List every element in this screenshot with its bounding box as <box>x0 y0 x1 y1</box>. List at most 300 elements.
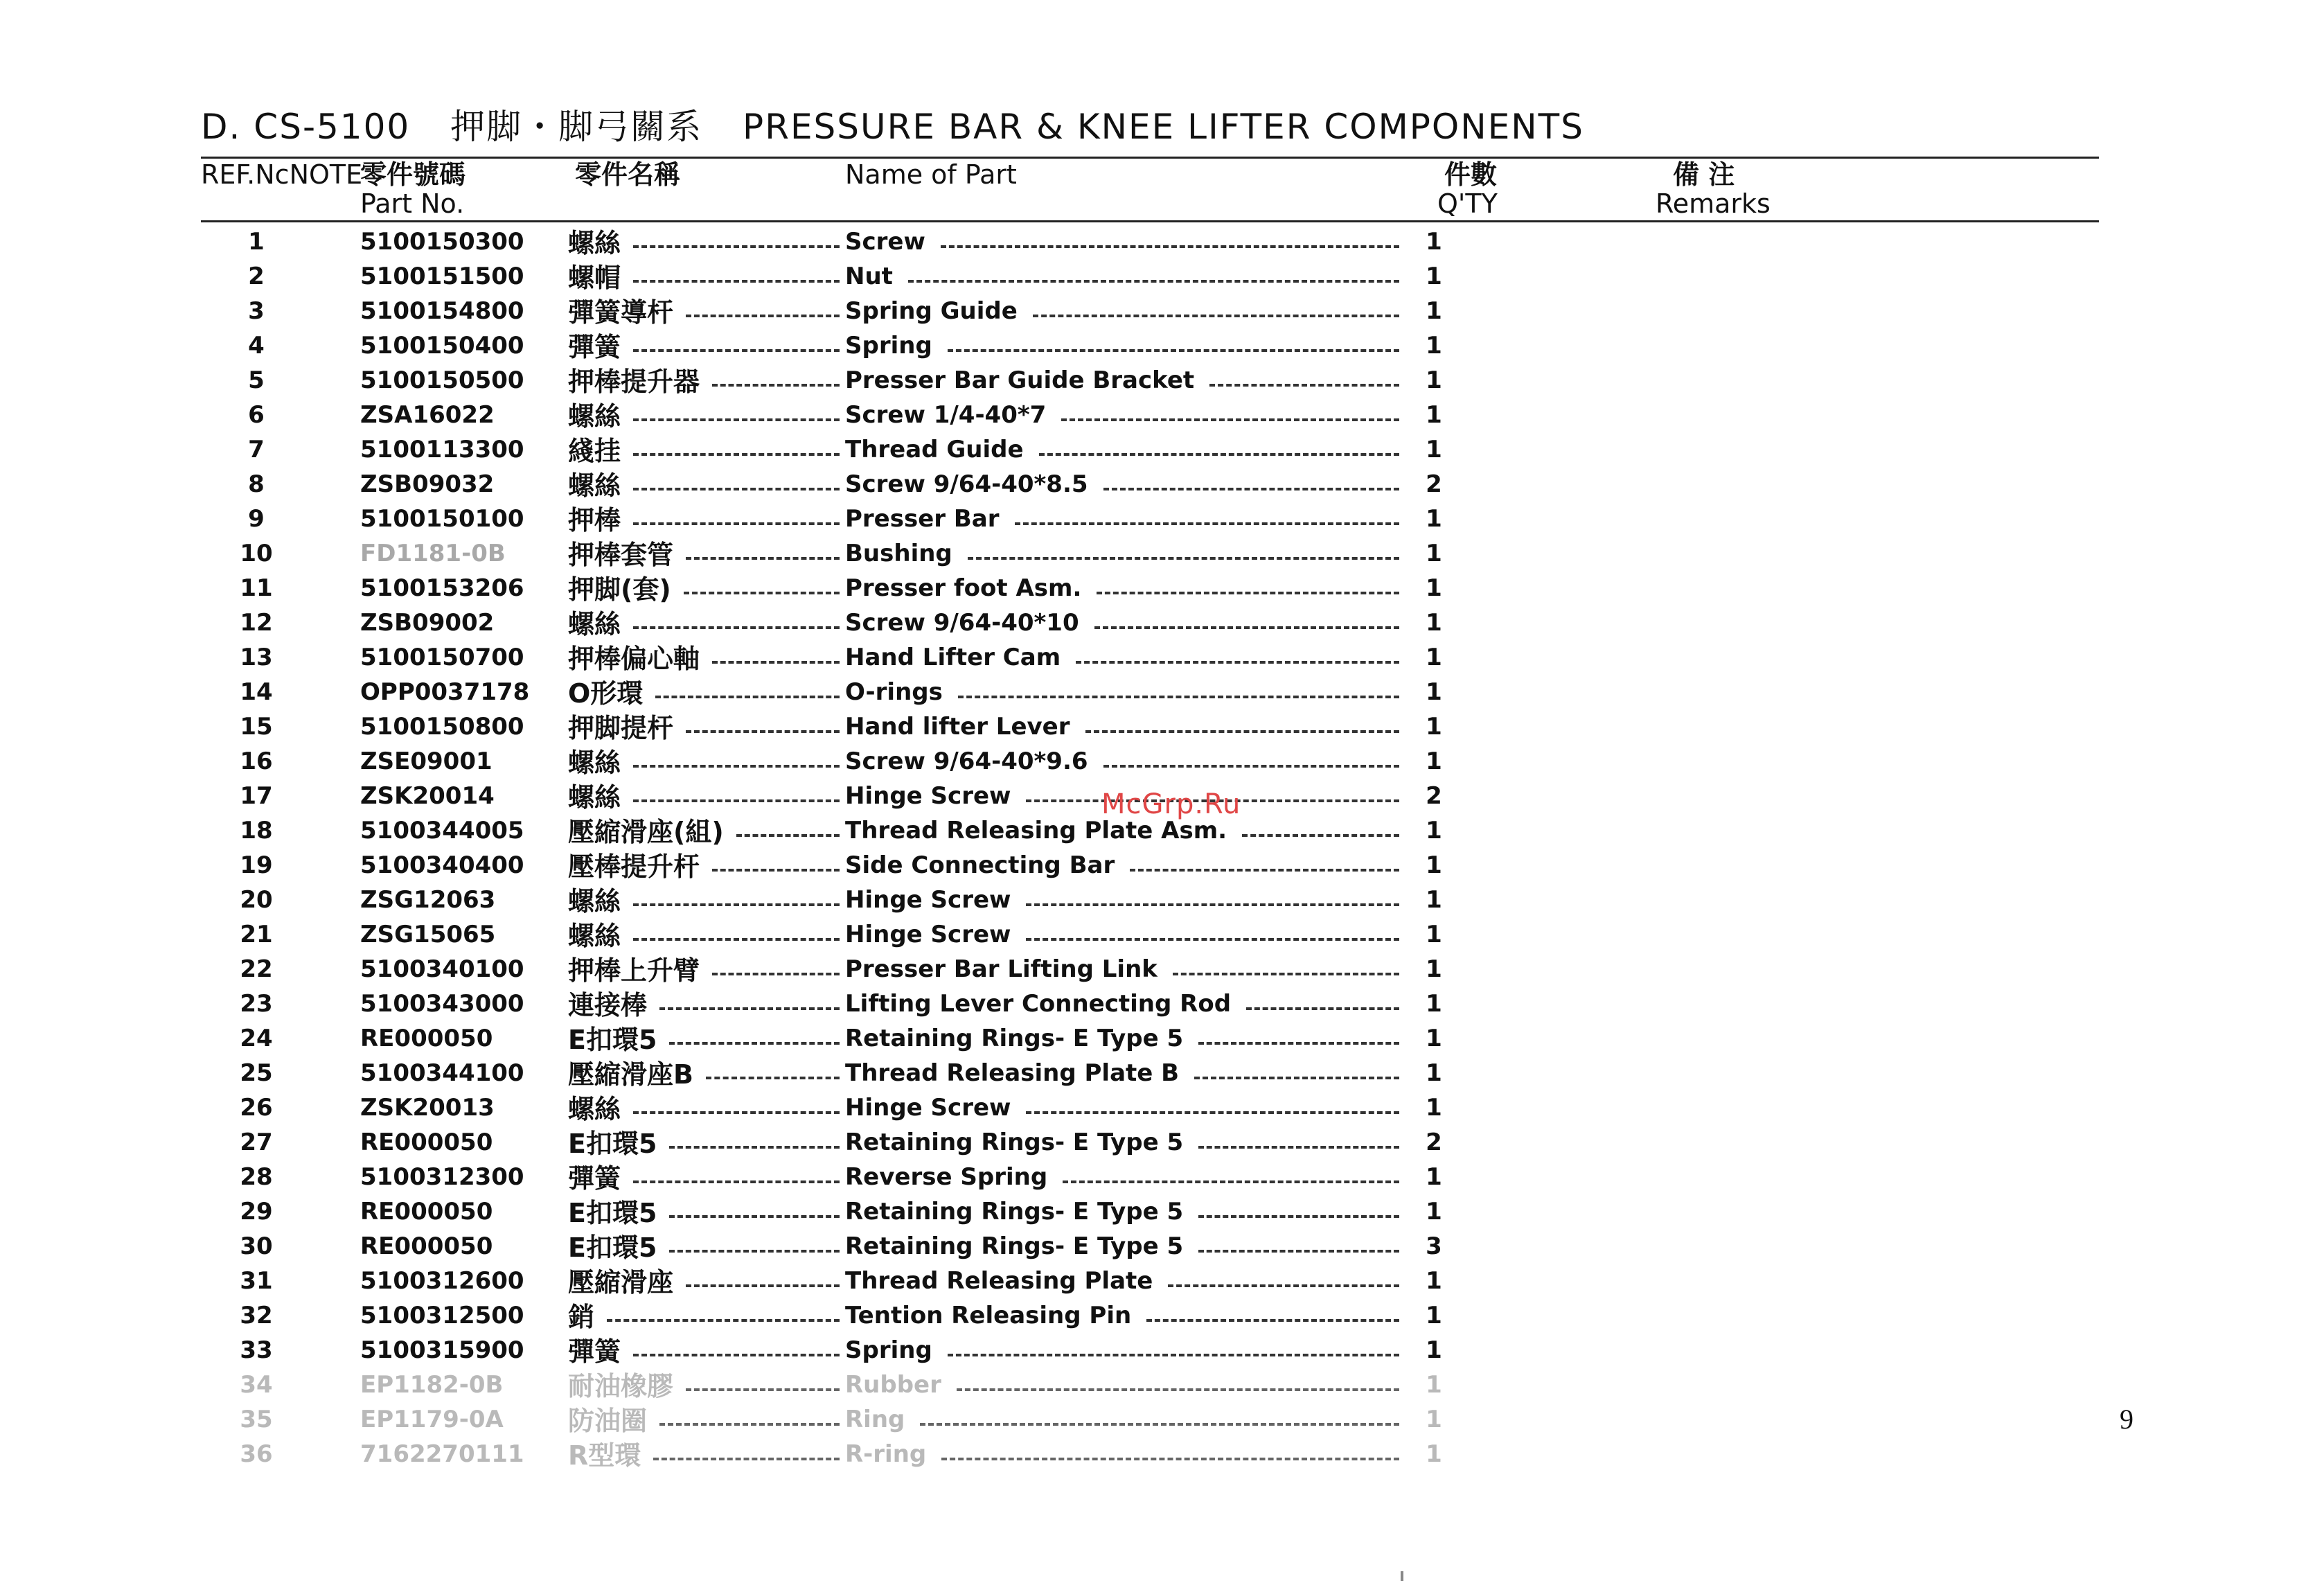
part-name-en: Presser Bar Guide Bracket <box>845 366 1195 394</box>
part-number: 5100344005 <box>360 817 524 844</box>
page-number: 9 <box>2120 1404 2134 1435</box>
quantity: 1 <box>1426 263 1442 290</box>
table-row <box>0 750 2324 784</box>
part-name-en: Spring <box>845 1336 932 1364</box>
part-number: 5100154800 <box>360 297 524 325</box>
leader-dashes <box>655 696 840 698</box>
table-row <box>0 1373 2324 1408</box>
leader-dashes <box>669 1250 840 1253</box>
part-name-zh: 螺絲 <box>568 782 621 813</box>
ref-number: 30 <box>240 1232 273 1260</box>
leader-dashes <box>686 1284 840 1287</box>
part-name-zh: R型環 <box>568 1440 641 1471</box>
table-row <box>0 611 2324 646</box>
leader-dashes <box>1242 834 1399 837</box>
part-number: 5100151500 <box>360 263 524 290</box>
table-row <box>0 265 2324 299</box>
part-number: RE000050 <box>360 1129 493 1156</box>
leader-dashes <box>948 349 1399 352</box>
ref-number: 3 <box>248 297 265 325</box>
part-number: 5100153206 <box>360 574 524 602</box>
quantity: 1 <box>1426 505 1442 533</box>
part-name-en: Hand Lifter Cam <box>845 644 1061 671</box>
part-name-zh: 壓縮滑座(組) <box>568 817 724 847</box>
part-name-en: Ring <box>845 1406 905 1433</box>
ref-number: 2 <box>248 263 265 290</box>
ref-number: 33 <box>240 1336 273 1364</box>
ref-number: 8 <box>248 470 265 498</box>
leader-dashes <box>1085 730 1399 733</box>
table-row <box>0 299 2324 334</box>
quantity: 1 <box>1426 990 1442 1018</box>
leader-dashes <box>633 938 840 941</box>
part-number: ZSB09032 <box>360 470 495 498</box>
leader-dashes <box>1026 938 1399 941</box>
part-name-zh: 彈簧 <box>568 332 621 362</box>
ref-number: 14 <box>240 678 273 706</box>
quantity: 1 <box>1426 1302 1442 1329</box>
header-remarks: Remarks <box>1656 188 1771 219</box>
table-row <box>0 230 2324 265</box>
part-number: ZSK20014 <box>360 782 495 810</box>
part-name-en: Presser foot Asm. <box>845 574 1082 602</box>
part-name-zh: 壓棒提升杆 <box>568 851 700 882</box>
table-row <box>0 1304 2324 1338</box>
table-row <box>0 542 2324 576</box>
leader-dashes <box>633 280 840 283</box>
part-name-en: Presser Bar Lifting Link <box>845 955 1157 983</box>
leader-dashes <box>1173 973 1399 975</box>
leader-dashes <box>1076 661 1399 664</box>
table-row <box>0 438 2324 472</box>
part-name-en: Rubber <box>845 1371 941 1399</box>
leader-dashes <box>908 280 1399 283</box>
part-name-zh: 彈簧 <box>568 1336 621 1367</box>
leader-dashes <box>1063 1180 1399 1183</box>
part-name-en: Hinge Screw <box>845 1094 1011 1122</box>
table-row <box>0 851 2324 888</box>
leader-dashes <box>686 1388 840 1391</box>
part-name-en: Hinge Screw <box>845 886 1011 914</box>
title-english: PRESSURE BAR & KNEE LIFTER COMPONENTS <box>743 107 1584 147</box>
table-row <box>0 819 2324 854</box>
leader-dashes <box>1026 903 1399 906</box>
leader-dashes <box>1026 1111 1399 1114</box>
ref-number: 23 <box>240 990 273 1018</box>
header-part-no: Part No. <box>360 188 465 219</box>
table-row <box>0 1269 2324 1304</box>
part-name-en: Retaining Rings- E Type 5 <box>845 1025 1184 1052</box>
part-number: 5100343000 <box>360 990 524 1018</box>
ref-number: 24 <box>240 1025 273 1052</box>
part-name-en: Hand lifter Lever <box>845 713 1070 741</box>
quantity: 1 <box>1426 817 1442 844</box>
leader-dashes <box>1097 592 1399 594</box>
ref-number: 1 <box>248 228 265 256</box>
part-name-zh: 押棒提升器 <box>568 366 700 397</box>
part-name-zh: 壓縮滑座B <box>568 1059 693 1090</box>
ref-number: 13 <box>240 644 273 671</box>
part-name-zh: 壓縮滑座 <box>568 1267 674 1298</box>
quantity: 1 <box>1426 1371 1442 1399</box>
part-name-en: Screw 9/64-40*9.6 <box>845 748 1088 775</box>
table-row <box>0 403 2324 438</box>
leader-dashes <box>1198 1250 1399 1253</box>
quantity: 1 <box>1426 1025 1442 1052</box>
part-number: RE000050 <box>360 1232 493 1260</box>
leader-dashes <box>633 245 840 248</box>
title-chinese: 押脚・脚弓關系 <box>450 107 703 147</box>
leader-dashes <box>659 1007 840 1010</box>
leader-dashes <box>706 1077 840 1079</box>
part-number: EP1179-0A <box>360 1406 504 1433</box>
leader-dashes <box>1130 869 1399 872</box>
part-name-en: Hinge Screw <box>845 782 1011 810</box>
part-number: 5100150700 <box>360 644 524 671</box>
part-name-zh: 螺絲 <box>568 401 621 432</box>
leader-dashes <box>1039 453 1399 456</box>
part-number: 5100315900 <box>360 1336 524 1364</box>
table-row <box>0 576 2324 611</box>
part-number: 5100150100 <box>360 505 524 533</box>
leader-dashes <box>686 315 840 317</box>
table-row <box>0 646 2324 680</box>
table-row <box>0 366 2324 403</box>
leader-dashes <box>1209 384 1399 387</box>
quantity: 1 <box>1426 574 1442 602</box>
leader-dashes <box>686 730 840 733</box>
part-name-zh: 押棒偏心軸 <box>568 644 700 674</box>
header-ref: REF.NcNOTE <box>201 159 363 190</box>
quantity: 3 <box>1426 1232 1442 1260</box>
quantity: 1 <box>1426 1059 1442 1087</box>
table-row <box>0 888 2324 923</box>
quantity: 2 <box>1426 1129 1442 1156</box>
leader-dashes <box>712 661 840 664</box>
table-row <box>0 680 2324 715</box>
leader-dashes <box>659 1423 840 1426</box>
ref-number: 4 <box>248 332 265 360</box>
part-name-en: Spring <box>845 332 932 360</box>
part-name-zh: 螺絲 <box>568 470 621 501</box>
table-row <box>0 507 2324 542</box>
part-number: 5100340100 <box>360 955 524 983</box>
part-name-zh: 螺帽 <box>568 263 621 293</box>
part-number: 5100150400 <box>360 332 524 360</box>
leader-dashes <box>633 453 840 456</box>
part-number: 5100113300 <box>360 436 524 463</box>
quantity: 1 <box>1426 366 1442 394</box>
part-number: ZSA16022 <box>360 401 495 429</box>
leader-dashes <box>633 626 840 629</box>
part-name-zh: 押棒上升臂 <box>568 955 700 986</box>
part-name-en: Spring Guide <box>845 297 1018 325</box>
part-name-en: Tention Releasing Pin <box>845 1302 1132 1329</box>
part-name-en: Side Connecting Bar <box>845 851 1115 879</box>
table-row <box>0 1131 2324 1165</box>
leader-dashes <box>1033 315 1399 317</box>
quantity: 1 <box>1426 921 1442 948</box>
leader-dashes <box>686 557 840 560</box>
leader-dashes <box>633 765 840 768</box>
table-row <box>0 1165 2324 1200</box>
part-name-en: Screw 1/4-40*7 <box>845 401 1047 429</box>
part-number: 5100312600 <box>360 1267 524 1295</box>
part-name-zh: 防油圈 <box>568 1406 648 1436</box>
part-number: 5100340400 <box>360 851 524 879</box>
quantity: 1 <box>1426 540 1442 567</box>
ref-number: 7 <box>248 436 265 463</box>
quantity: 1 <box>1426 1406 1442 1433</box>
title-code: D. CS-5100 <box>201 107 411 147</box>
leader-dashes <box>669 1215 840 1218</box>
part-name-en: Reverse Spring <box>845 1163 1048 1191</box>
leader-dashes <box>684 592 840 594</box>
table-row <box>0 1232 2324 1269</box>
leader-dashes <box>1246 1007 1399 1010</box>
part-name-en: Hinge Screw <box>845 921 1011 948</box>
part-number: ZSK20013 <box>360 1094 495 1122</box>
quantity: 2 <box>1426 782 1442 810</box>
table-row <box>0 1408 2324 1442</box>
leader-dashes <box>607 1319 840 1322</box>
table-row <box>0 1061 2324 1096</box>
part-name-en: Lifting Lever Connecting Rod <box>845 990 1232 1018</box>
part-name-en: Thread Releasing Plate B <box>845 1059 1180 1087</box>
header-rule <box>201 220 2099 222</box>
table-row <box>0 957 2324 992</box>
leader-dashes <box>1198 1042 1399 1045</box>
leader-dashes <box>1015 522 1399 525</box>
ref-number: 12 <box>240 609 273 637</box>
quantity: 1 <box>1426 401 1442 429</box>
part-name-en: O-rings <box>845 678 943 706</box>
ref-number: 22 <box>240 955 273 983</box>
quantity: 1 <box>1426 886 1442 914</box>
part-number: ZSG12063 <box>360 886 496 914</box>
part-name-zh: 押棒套管 <box>568 540 674 570</box>
quantity: 1 <box>1426 1163 1442 1191</box>
leader-dashes <box>633 1354 840 1356</box>
ref-number: 28 <box>240 1163 273 1191</box>
ref-number: 10 <box>240 540 273 567</box>
leader-dashes <box>1146 1319 1399 1322</box>
leader-dashes <box>712 869 840 872</box>
part-number: RE000050 <box>360 1025 493 1052</box>
leader-dashes <box>1061 418 1399 421</box>
part-number: 5100312300 <box>360 1163 524 1191</box>
part-number: 5100312500 <box>360 1302 524 1329</box>
table-row <box>0 1096 2324 1131</box>
part-name-zh: 螺絲 <box>568 886 621 917</box>
quantity: 1 <box>1426 1198 1442 1226</box>
table-row <box>0 715 2324 750</box>
part-name-en: R-ring <box>845 1440 927 1468</box>
part-number: OPP0037178 <box>360 678 530 706</box>
ref-number: 6 <box>248 401 265 429</box>
part-number: 7162270111 <box>360 1440 524 1468</box>
header-qty-zh: 件數 <box>1444 159 1498 190</box>
ref-number: 20 <box>240 886 273 914</box>
part-name-en: Screw <box>845 228 925 256</box>
leader-dashes <box>1103 765 1399 768</box>
scan-mark <box>1401 1571 1403 1581</box>
part-name-zh: 螺絲 <box>568 748 621 778</box>
ref-number: 11 <box>240 574 273 602</box>
table-row <box>0 334 2324 369</box>
part-name-zh: 連接棒 <box>568 990 648 1020</box>
part-name-zh: 耐油橡膠 <box>568 1371 674 1401</box>
leader-dashes <box>633 349 840 352</box>
leader-dashes <box>968 557 1399 560</box>
part-number: RE000050 <box>360 1198 493 1226</box>
quantity: 1 <box>1426 713 1442 741</box>
ref-number: 32 <box>240 1302 273 1329</box>
part-name-zh: E扣環5 <box>568 1025 657 1055</box>
quantity: 1 <box>1426 609 1442 637</box>
quantity: 1 <box>1426 297 1442 325</box>
leader-dashes <box>1198 1215 1399 1218</box>
part-number: 5100150300 <box>360 228 524 256</box>
quantity: 1 <box>1426 228 1442 256</box>
ref-number: 15 <box>240 713 273 741</box>
part-name-en: Screw 9/64-40*8.5 <box>845 470 1088 498</box>
leader-dashes <box>958 696 1399 698</box>
ref-number: 5 <box>248 366 265 394</box>
header-remarks-zh: 備 注 <box>1673 159 1735 190</box>
part-name-zh: E扣環5 <box>568 1129 657 1159</box>
leader-dashes <box>712 973 840 975</box>
quantity: 1 <box>1426 1440 1442 1468</box>
ref-number: 9 <box>248 505 265 533</box>
table-row <box>0 1338 2324 1373</box>
part-name-zh: 彈簧 <box>568 1163 621 1194</box>
leader-dashes <box>633 1180 840 1183</box>
table-row <box>0 1200 2324 1235</box>
title-rule <box>201 157 2099 159</box>
quantity: 1 <box>1426 644 1442 671</box>
part-number: FD1181-0B <box>360 540 506 567</box>
part-name-en: Screw 9/64-40*10 <box>845 609 1079 637</box>
ref-number: 25 <box>240 1059 273 1087</box>
part-name-en: Nut <box>845 263 893 290</box>
leader-dashes <box>633 488 840 490</box>
leader-dashes <box>1198 1146 1399 1149</box>
part-name-zh: 螺絲 <box>568 921 621 951</box>
part-name-zh: E扣環5 <box>568 1232 657 1263</box>
table-row <box>0 1442 2324 1477</box>
part-name-en: Retaining Rings- E Type 5 <box>845 1129 1184 1156</box>
ref-number: 35 <box>240 1406 273 1433</box>
part-name-zh: O形環 <box>568 678 644 709</box>
table-row <box>0 923 2324 957</box>
leader-dashes <box>920 1423 1399 1426</box>
quantity: 1 <box>1426 1336 1442 1364</box>
quantity: 1 <box>1426 748 1442 775</box>
part-name-en: Retaining Rings- E Type 5 <box>845 1198 1184 1226</box>
part-number: EP1182-0B <box>360 1371 504 1399</box>
quantity: 1 <box>1426 1094 1442 1122</box>
part-name-zh: 彈簧導杆 <box>568 297 674 328</box>
leader-dashes <box>1168 1284 1399 1287</box>
table-row <box>0 1027 2324 1061</box>
part-name-en: Thread Guide <box>845 436 1024 463</box>
quantity: 1 <box>1426 1267 1442 1295</box>
leader-dashes <box>1094 626 1399 629</box>
quantity: 1 <box>1426 332 1442 360</box>
part-name-zh: 螺絲 <box>568 609 621 639</box>
ref-number: 29 <box>240 1198 273 1226</box>
quantity: 1 <box>1426 678 1442 706</box>
leader-dashes <box>1103 488 1399 490</box>
leader-dashes <box>653 1458 840 1460</box>
part-name-zh: E扣環5 <box>568 1198 657 1228</box>
ref-number: 19 <box>240 851 273 879</box>
part-number: 5100150800 <box>360 713 524 741</box>
leader-dashes <box>633 522 840 525</box>
leader-dashes <box>941 245 1399 248</box>
watermark-text: McGrp.Ru <box>1101 788 1241 820</box>
page-title <box>201 107 2002 147</box>
leader-dashes <box>957 1388 1399 1391</box>
part-number: 5100150500 <box>360 366 524 394</box>
part-name-zh: 押脚提杆 <box>568 713 674 743</box>
leader-dashes <box>669 1146 840 1149</box>
leader-dashes <box>941 1458 1399 1460</box>
table-row <box>0 992 2324 1027</box>
leader-dashes <box>1194 1077 1399 1079</box>
ref-number: 18 <box>240 817 273 844</box>
leader-dashes <box>736 834 840 837</box>
header-name: Name of Part <box>845 159 1017 190</box>
ref-number: 17 <box>240 782 273 810</box>
ref-number: 16 <box>240 748 273 775</box>
part-number: 5100344100 <box>360 1059 524 1087</box>
leader-dashes <box>669 1042 840 1045</box>
ref-number: 36 <box>240 1440 273 1468</box>
leader-dashes <box>633 799 840 802</box>
leader-dashes <box>633 418 840 421</box>
header-part-no-zh: 零件號碼 <box>360 159 466 190</box>
leader-dashes <box>948 1354 1399 1356</box>
part-name-zh: 銷 <box>568 1302 595 1332</box>
part-name-zh: 押棒 <box>568 505 621 536</box>
part-name-en: Bushing <box>845 540 952 567</box>
part-name-en: Retaining Rings- E Type 5 <box>845 1232 1184 1260</box>
quantity: 2 <box>1426 470 1442 498</box>
leader-dashes <box>633 1111 840 1114</box>
quantity: 1 <box>1426 436 1442 463</box>
quantity: 1 <box>1426 955 1442 983</box>
part-name-zh: 押脚(套) <box>568 574 671 605</box>
part-number: ZSE09001 <box>360 748 493 775</box>
ref-number: 21 <box>240 921 273 948</box>
part-name-en: Thread Releasing Plate <box>845 1267 1153 1295</box>
part-name-zh: 螺絲 <box>568 228 621 258</box>
part-name-zh: 螺絲 <box>568 1094 621 1124</box>
part-name-en: Thread Releasing Plate Asm. <box>845 817 1227 844</box>
leader-dashes <box>712 384 840 387</box>
ref-number: 27 <box>240 1129 273 1156</box>
quantity: 1 <box>1426 851 1442 879</box>
ref-number: 31 <box>240 1267 273 1295</box>
ref-number: 26 <box>240 1094 273 1122</box>
part-name-zh: 綫挂 <box>568 436 621 466</box>
ref-number: 34 <box>240 1371 273 1399</box>
header-name-zh: 零件名稱 <box>575 159 681 190</box>
part-number: ZSG15065 <box>360 921 496 948</box>
leader-dashes <box>633 903 840 906</box>
